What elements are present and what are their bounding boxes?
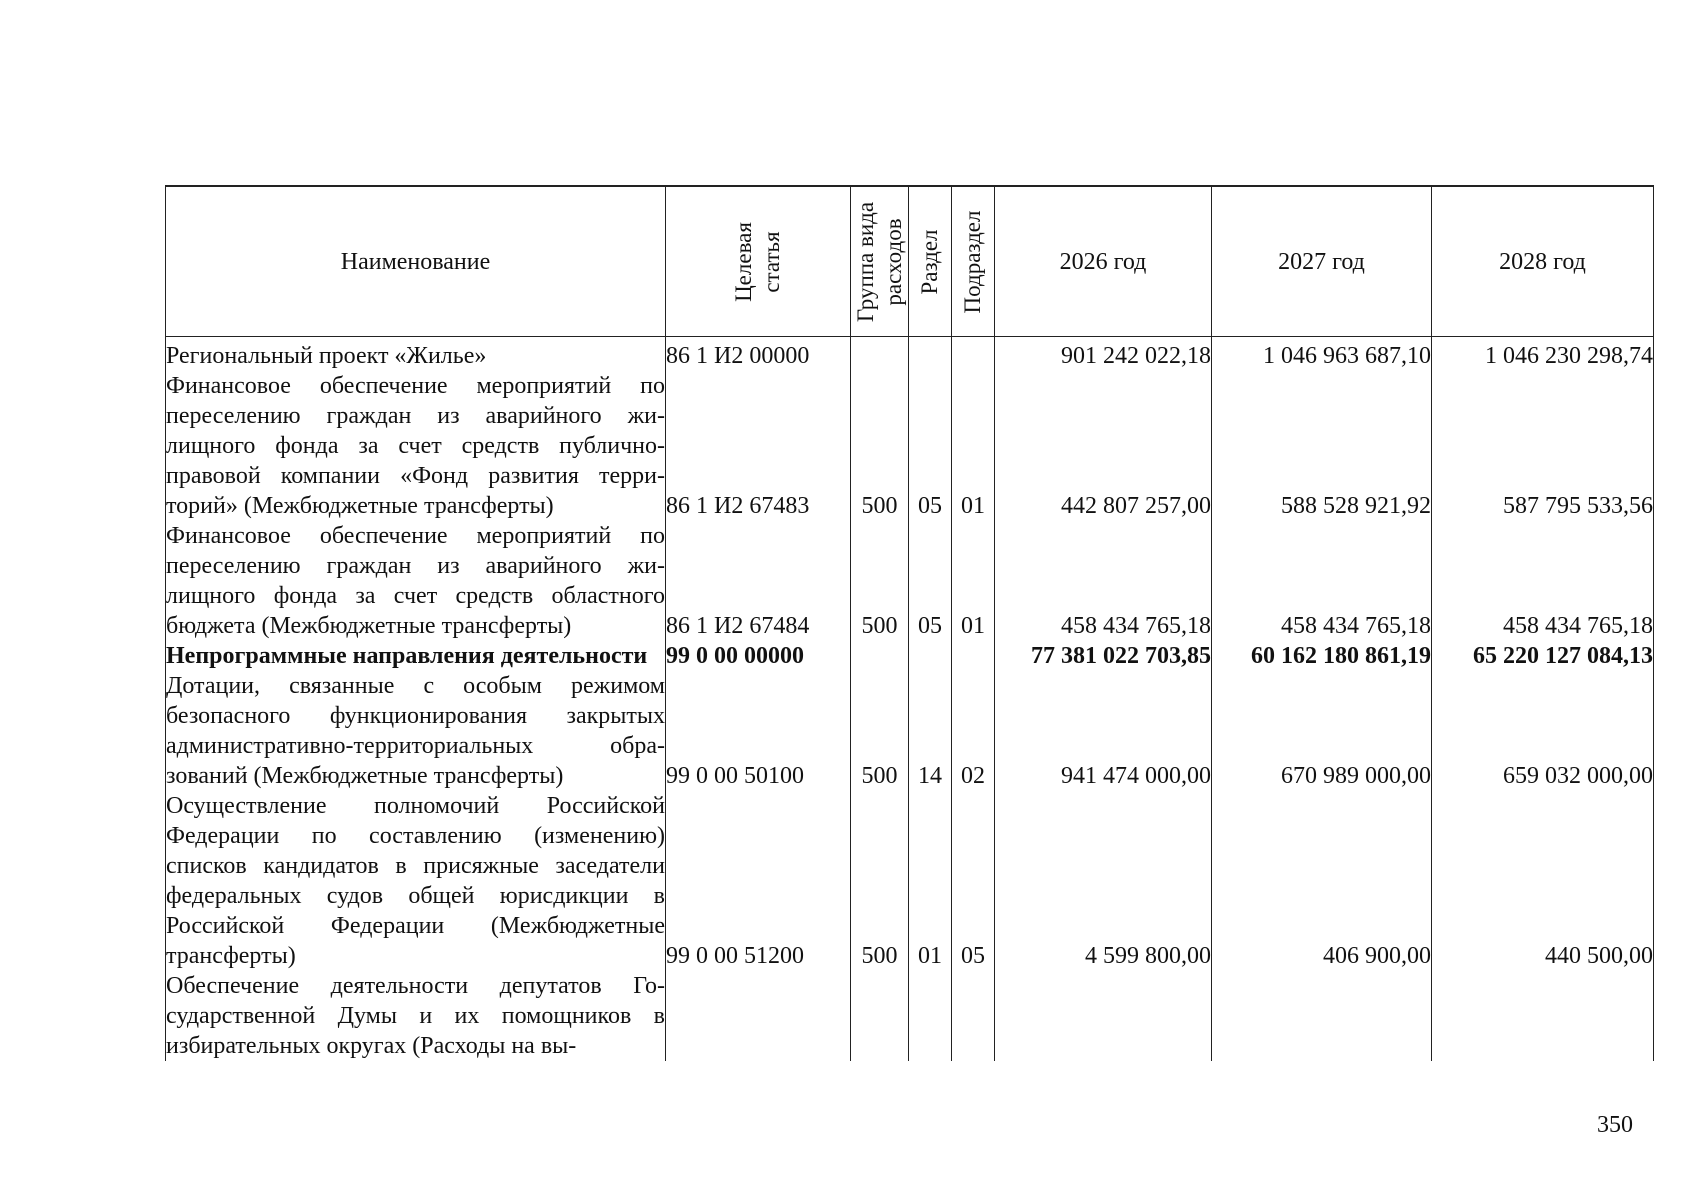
header-section-label: Раздел: [917, 228, 942, 295]
row-expense-group: [851, 641, 909, 671]
row-name: Дотации, связанные с особым режимом безопасного функционирования закрытых административно-территориальных образований (Межбюджетные трансферты): [166, 673, 665, 789]
row-amount-2028: 440 500,00: [1432, 791, 1654, 971]
row-subsection: 02: [952, 671, 995, 791]
row-subsection: 01: [952, 371, 995, 521]
row-target-article: 86 1 И2 67483: [666, 371, 851, 521]
row-subsection: 01: [952, 521, 995, 641]
budget-table: [165, 185, 1654, 1061]
row-target-article: 86 1 И2 00000: [666, 337, 851, 372]
table-row: [166, 641, 1654, 671]
row-name: Финансовое обеспечение мероприятий по переселению граждан из аварийного жилищного фонда за счет средств областного бюджета (Межбюджетные трансферты): [166, 523, 665, 639]
row-section: 14: [909, 671, 952, 791]
header-target-line2: статья: [759, 230, 784, 293]
table-row: [166, 371, 1654, 521]
row-section: 05: [909, 371, 952, 521]
row-expense-group: 500: [851, 671, 909, 791]
table-row: [166, 671, 1654, 791]
table-body: [166, 337, 1654, 1062]
row-empty-cell: [952, 971, 995, 1061]
page-number: 350: [1597, 1112, 1633, 1138]
header-year-2027: 2027 год: [1212, 186, 1432, 337]
header-group-line1: Группа вида: [852, 201, 878, 322]
row-amount-2027: 588 528 921,92: [1212, 371, 1432, 521]
header-name: Наименование: [166, 186, 666, 337]
row-amount-2028: 587 795 533,56: [1432, 371, 1654, 521]
row-expense-group: [851, 337, 909, 372]
header-group-line2: расходов: [880, 217, 906, 306]
row-target-article: 99 0 00 00000: [666, 641, 851, 671]
row-amount-2026: 77 381 022 703,85: [995, 641, 1212, 671]
row-target-article: 99 0 00 50100: [666, 671, 851, 791]
row-amount-2026: 442 807 257,00: [995, 371, 1212, 521]
row-amount-2026: 941 474 000,00: [995, 671, 1212, 791]
row-empty-cell: [851, 971, 909, 1061]
row-amount-2027: 670 989 000,00: [1212, 671, 1432, 791]
row-expense-group: 500: [851, 521, 909, 641]
row-amount-2027: 60 162 180 861,19: [1212, 641, 1432, 671]
header-section: [909, 186, 952, 337]
row-name: Обеспечение деятельности депутатов Государственной Думы и их помощников в избирательных округах (Расходы на вы-: [166, 973, 665, 1059]
row-section: [909, 337, 952, 372]
row-name: Осуществление полномочий Российской Федерации по составлению (изменению) списков кандидатов в присяжные заседатели федеральных судов общей юрисдикции в Российской Федерации (Межбюджетные трансферты): [166, 793, 665, 969]
row-name: Непрограммные направления деятельности: [166, 641, 666, 671]
row-empty-cell: [909, 971, 952, 1061]
row-amount-2026: 4 599 800,00: [995, 791, 1212, 971]
header-subsection: [952, 186, 995, 337]
row-amount-2028: 1 046 230 298,74: [1432, 337, 1654, 372]
row-target-article: 99 0 00 51200: [666, 791, 851, 971]
header-year-2028: 2028 год: [1432, 186, 1654, 337]
row-amount-2028: 458 434 765,18: [1432, 521, 1654, 641]
row-amount-2026: 458 434 765,18: [995, 521, 1212, 641]
row-name: Региональный проект «Жилье»: [166, 337, 666, 372]
row-section: 01: [909, 791, 952, 971]
table-row: [166, 337, 1654, 372]
row-target-article: 86 1 И2 67484: [666, 521, 851, 641]
row-amount-2028: 65 220 127 084,13: [1432, 641, 1654, 671]
row-amount-2026: 901 242 022,18: [995, 337, 1212, 372]
row-section: 05: [909, 521, 952, 641]
header-expense-group: [851, 186, 909, 337]
header-subsection-label: Подраздел: [960, 210, 985, 313]
table-row: [166, 521, 1654, 641]
header-target-article: [666, 186, 851, 337]
row-empty-cell: [995, 971, 1212, 1061]
row-subsection: [952, 337, 995, 372]
row-name: Финансовое обеспечение мероприятий по переселению граждан из аварийного жилищного фонда за счет средств публично-правовой компании «Фонд развития территорий» (Межбюджетные трансферты): [166, 373, 665, 519]
row-empty-cell: [1212, 971, 1432, 1061]
row-expense-group: 500: [851, 371, 909, 521]
row-amount-2027: 458 434 765,18: [1212, 521, 1432, 641]
row-amount-2027: 406 900,00: [1212, 791, 1432, 971]
row-subsection: [952, 641, 995, 671]
row-empty-cell: [1432, 971, 1654, 1061]
table-row: [166, 791, 1654, 971]
table-row-truncated: [166, 971, 1654, 1061]
row-amount-2028: 659 032 000,00: [1432, 671, 1654, 791]
row-section: [909, 641, 952, 671]
table-header-row: [166, 186, 1654, 337]
header-target-line1: Целевая: [731, 221, 756, 302]
row-subsection: 05: [952, 791, 995, 971]
row-empty-cell: [666, 971, 851, 1061]
header-year-2026: 2026 год: [995, 186, 1212, 337]
row-expense-group: 500: [851, 791, 909, 971]
row-amount-2027: 1 046 963 687,10: [1212, 337, 1432, 372]
